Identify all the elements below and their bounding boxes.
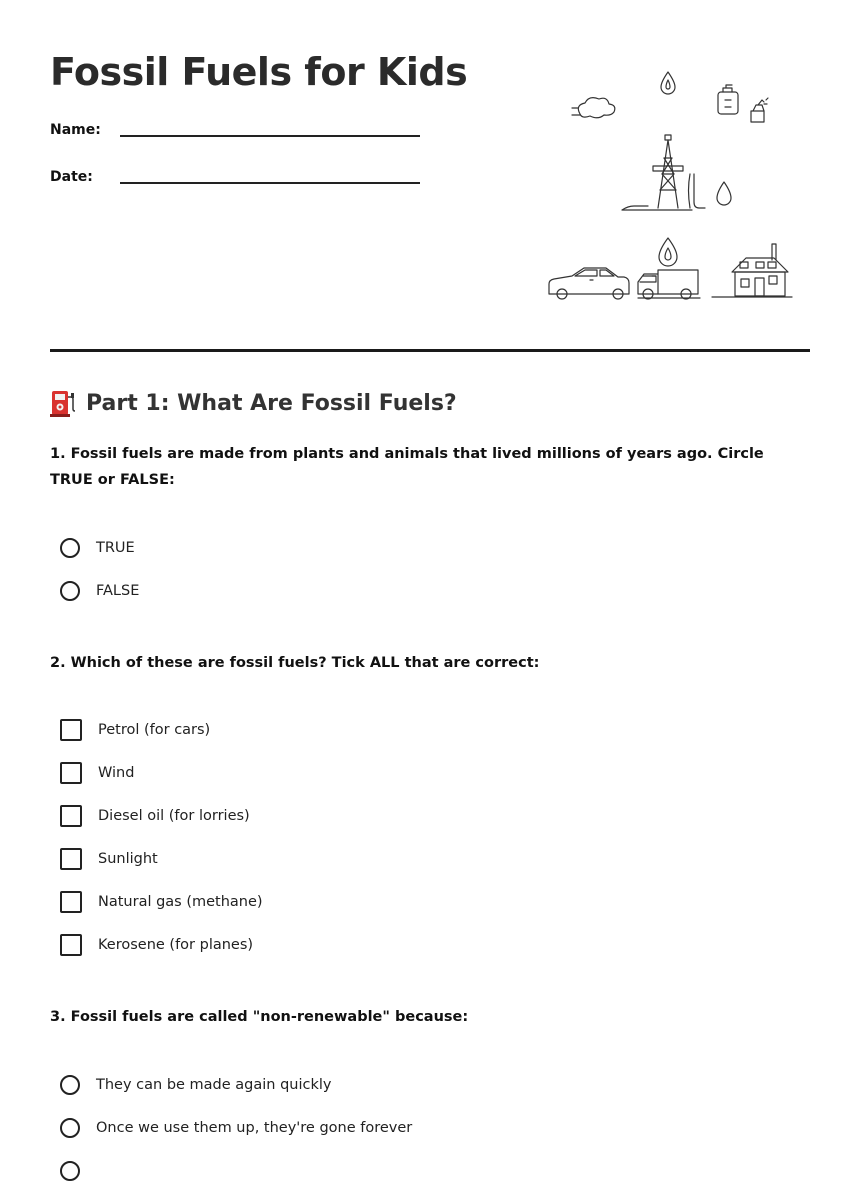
checkbox[interactable] bbox=[60, 848, 82, 870]
option-label: Petrol (for cars) bbox=[98, 722, 211, 738]
section-divider bbox=[50, 349, 810, 352]
option-label: Wind bbox=[98, 765, 135, 781]
checkbox[interactable] bbox=[60, 934, 82, 956]
q2-option-natural-gas[interactable] bbox=[60, 889, 263, 915]
page-title: Fossil Fuels for Kids bbox=[50, 50, 468, 94]
q1-option-false[interactable] bbox=[60, 578, 139, 604]
oil-derrick-icon bbox=[622, 135, 731, 210]
q2-option-diesel[interactable] bbox=[60, 803, 250, 829]
truck-icon bbox=[638, 270, 700, 299]
radio-button[interactable] bbox=[60, 1161, 80, 1181]
fuel-can-icon bbox=[718, 85, 768, 122]
radio-button[interactable] bbox=[60, 581, 80, 601]
q2-option-wind[interactable] bbox=[60, 760, 134, 786]
option-label: Diesel oil (for lorries) bbox=[98, 808, 250, 824]
checkbox[interactable] bbox=[60, 719, 82, 741]
option-label: Sunlight bbox=[98, 851, 158, 867]
droplet-icon bbox=[661, 72, 675, 94]
q1-option-true[interactable] bbox=[60, 535, 135, 561]
option-label: They can be made again quickly bbox=[96, 1077, 332, 1093]
option-label: Kerosene (for planes) bbox=[98, 937, 254, 953]
part1-heading bbox=[50, 388, 457, 418]
name-label: Name: bbox=[50, 122, 101, 138]
radio-button[interactable] bbox=[60, 1075, 80, 1095]
q2-option-petrol[interactable] bbox=[60, 717, 210, 743]
option-label: TRUE bbox=[96, 540, 135, 556]
radio-button[interactable] bbox=[60, 538, 80, 558]
date-input-line[interactable] bbox=[120, 182, 420, 184]
car-icon bbox=[549, 268, 629, 299]
name-input-line[interactable] bbox=[120, 135, 420, 137]
checkbox[interactable] bbox=[60, 805, 82, 827]
checkbox[interactable] bbox=[60, 891, 82, 913]
option-label: Natural gas (methane) bbox=[98, 894, 263, 910]
date-label: Date: bbox=[50, 169, 93, 185]
part1-title: Part 1: What Are Fossil Fuels? bbox=[86, 390, 457, 416]
house-icon bbox=[712, 244, 792, 297]
question-3: 3. Fossil fuels are called "non-renewable" because: bbox=[50, 1009, 469, 1025]
q3-option-partial[interactable] bbox=[60, 1158, 96, 1184]
q3-option-made-quickly[interactable] bbox=[60, 1072, 332, 1098]
droplet-icon bbox=[659, 238, 677, 266]
cloud-icon bbox=[572, 98, 615, 118]
question-1: 1. Fossil fuels are made from plants and animals that lived millions of years ago. Circle TRUE or FALSE: bbox=[50, 446, 764, 488]
q2-option-kerosene[interactable] bbox=[60, 932, 253, 958]
q3-option-gone-forever[interactable] bbox=[60, 1115, 412, 1141]
fossil-fuels-illustration bbox=[540, 62, 800, 307]
option-label: Once we use them up, they're gone forever bbox=[96, 1120, 413, 1136]
fuel-pump-icon bbox=[50, 388, 76, 418]
question-2: 2. Which of these are fossil fuels? Tick ALL that are correct: bbox=[50, 655, 540, 671]
option-label: FALSE bbox=[96, 583, 140, 599]
q2-option-sunlight[interactable] bbox=[60, 846, 158, 872]
radio-button[interactable] bbox=[60, 1118, 80, 1138]
checkbox[interactable] bbox=[60, 762, 82, 784]
